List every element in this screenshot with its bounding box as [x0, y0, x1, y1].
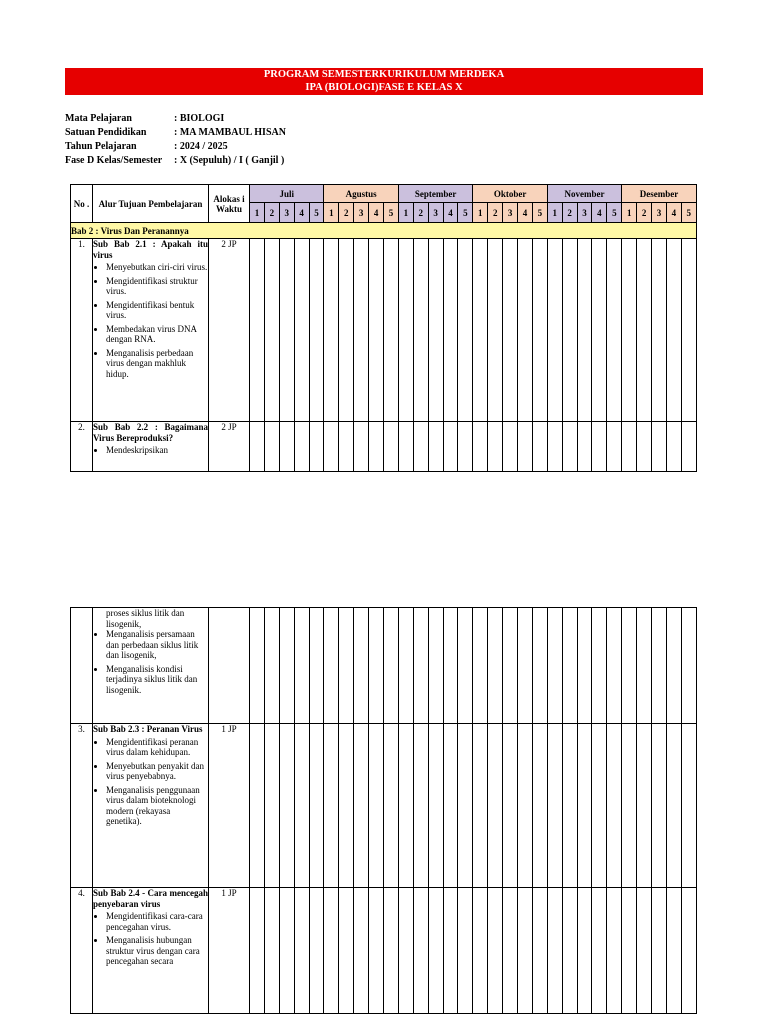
table-row	[71, 888, 697, 1014]
week-cell	[398, 422, 413, 472]
chapter-title: Bab 2 : Virus Dan Peranannya	[71, 223, 697, 239]
row-number: 2.	[71, 422, 93, 472]
week-cell	[413, 422, 428, 472]
week-cell	[413, 724, 428, 888]
meta-row	[65, 154, 286, 168]
week-cell	[607, 888, 622, 1014]
week-cell	[339, 724, 354, 888]
week-cell	[354, 239, 369, 422]
week-cell	[458, 608, 473, 724]
week-cell	[339, 608, 354, 724]
week-cell	[354, 608, 369, 724]
title-banner	[65, 68, 703, 95]
week-cell	[532, 608, 547, 724]
week-cell	[354, 724, 369, 888]
week-cell	[324, 888, 339, 1014]
objective-cell	[93, 239, 209, 422]
week-cell	[294, 724, 309, 888]
week-cell	[488, 239, 503, 422]
week-cell	[384, 608, 399, 724]
week-cell	[443, 608, 458, 724]
week-cell	[637, 239, 652, 422]
week-cell	[622, 239, 637, 422]
week-cell	[398, 239, 413, 422]
month-header: November	[547, 185, 621, 203]
header-row	[71, 185, 697, 203]
time-allocation: 2 JP	[209, 422, 250, 472]
week-cell	[369, 608, 384, 724]
table-row	[71, 239, 697, 422]
header-alur: Alur Tujuan Pembelajaran	[93, 185, 209, 223]
week-number: 1	[622, 203, 637, 223]
week-cell	[503, 422, 518, 472]
title-line-1: PROGRAM SEMESTERKURIKULUM MERDEKA	[263, 69, 505, 80]
week-cell	[294, 888, 309, 1014]
time-allocation: 2 JP	[209, 239, 250, 422]
week-cell	[443, 888, 458, 1014]
week-cell	[264, 239, 279, 422]
week-cell	[384, 239, 399, 422]
objective-list	[93, 737, 208, 827]
week-cell	[309, 239, 324, 422]
week-cell	[279, 724, 294, 888]
objective-cell	[93, 724, 209, 888]
week-cell	[443, 724, 458, 888]
week-number: 2	[562, 203, 577, 223]
objective-item: • Menganalisis kondisi terjadinya siklus litik dan lisogenik.	[106, 664, 208, 696]
week-cell	[592, 422, 607, 472]
meta-label: Satuan Pendidikan	[65, 127, 147, 138]
week-cell	[622, 422, 637, 472]
week-cell	[637, 888, 652, 1014]
week-cell	[339, 888, 354, 1014]
objective-cell	[93, 888, 209, 1014]
time-allocation: 1 JP	[209, 724, 250, 888]
week-cell	[398, 724, 413, 888]
week-cell	[250, 888, 265, 1014]
meta-row	[65, 140, 286, 154]
month-header: September	[398, 185, 472, 203]
week-number: 4	[518, 203, 533, 223]
month-header: Juli	[250, 185, 324, 203]
week-cell	[547, 422, 562, 472]
week-cell	[488, 888, 503, 1014]
week-cell	[666, 422, 681, 472]
time-allocation: 1 JP	[209, 888, 250, 1014]
objective-item: • Mengidentifikasi peranan virus dalam kehidupan.	[106, 737, 208, 758]
header-no: No .	[71, 185, 93, 223]
week-cell	[324, 724, 339, 888]
week-cell	[339, 239, 354, 422]
week-cell	[592, 608, 607, 724]
week-cell	[369, 888, 384, 1014]
row-number	[71, 608, 93, 724]
week-cell	[250, 422, 265, 472]
week-cell	[503, 608, 518, 724]
objective-item: • Mengidentifikasi bentuk virus.	[106, 300, 208, 321]
week-cell	[577, 608, 592, 724]
week-cell	[681, 888, 696, 1014]
week-cell	[458, 422, 473, 472]
week-cell	[413, 888, 428, 1014]
week-number: 3	[279, 203, 294, 223]
week-cell	[592, 724, 607, 888]
meta-row	[65, 112, 286, 126]
week-cell	[681, 724, 696, 888]
week-cell	[652, 888, 667, 1014]
week-cell	[488, 724, 503, 888]
objective-list	[93, 629, 208, 695]
week-cell	[532, 724, 547, 888]
objective-item: • Menyebutkan ciri-ciri virus.	[106, 262, 208, 273]
document-meta	[65, 112, 286, 168]
week-cell	[607, 422, 622, 472]
week-cell	[428, 422, 443, 472]
week-number: 5	[458, 203, 473, 223]
week-cell	[309, 608, 324, 724]
week-cell	[637, 608, 652, 724]
week-cell	[681, 239, 696, 422]
week-cell	[622, 888, 637, 1014]
week-cell	[666, 608, 681, 724]
week-number: 3	[503, 203, 518, 223]
week-cell	[488, 422, 503, 472]
week-cell	[443, 422, 458, 472]
meta-row	[65, 126, 286, 140]
week-cell	[562, 239, 577, 422]
week-number: 5	[532, 203, 547, 223]
week-cell	[443, 239, 458, 422]
week-cell	[473, 239, 488, 422]
week-number: 5	[309, 203, 324, 223]
objective-cell	[93, 422, 209, 472]
row-number: 4.	[71, 888, 93, 1014]
week-cell	[279, 888, 294, 1014]
objective-item: • Menganalisis persamaan dan perbedaan siklus litik dan lisogenik,	[106, 629, 208, 661]
week-cell	[547, 608, 562, 724]
week-cell	[652, 239, 667, 422]
week-cell	[339, 422, 354, 472]
week-cell	[503, 239, 518, 422]
week-cell	[681, 608, 696, 724]
week-cell	[562, 888, 577, 1014]
objective-item: • Menganalisis penggunaan virus dalam bioteknologi modern (rekayasa genetika).	[106, 785, 208, 827]
week-cell	[264, 422, 279, 472]
week-number: 3	[577, 203, 592, 223]
week-cell	[369, 422, 384, 472]
week-cell	[518, 724, 533, 888]
week-cell	[250, 239, 265, 422]
week-cell	[324, 239, 339, 422]
week-cell	[518, 239, 533, 422]
week-cell	[354, 888, 369, 1014]
week-cell	[428, 608, 443, 724]
week-cell	[398, 888, 413, 1014]
header-alokasi: Alokas i Waktu	[209, 185, 250, 223]
row-number: 1.	[71, 239, 93, 422]
week-cell	[562, 608, 577, 724]
week-cell	[279, 608, 294, 724]
week-cell	[309, 888, 324, 1014]
week-cell	[652, 724, 667, 888]
week-cell	[473, 888, 488, 1014]
objective-item: • Mengidentifikasi struktur virus.	[106, 276, 208, 297]
week-cell	[458, 888, 473, 1014]
week-number: 2	[637, 203, 652, 223]
week-cell	[532, 239, 547, 422]
week-cell	[577, 888, 592, 1014]
table-row	[71, 724, 697, 888]
objective-list	[93, 262, 208, 379]
week-cell	[354, 422, 369, 472]
week-number: 4	[369, 203, 384, 223]
week-number: 1	[547, 203, 562, 223]
week-cell	[458, 724, 473, 888]
week-number: 2	[488, 203, 503, 223]
week-cell	[503, 888, 518, 1014]
week-number: 1	[250, 203, 265, 223]
week-cell	[250, 608, 265, 724]
month-header: Agustus	[324, 185, 398, 203]
subbab-title: Sub Bab 2.1 : Apakah itu virus	[93, 239, 208, 260]
week-cell	[532, 888, 547, 1014]
objective-continued-text: proses siklus litik dan lisogenik,	[106, 608, 185, 629]
week-cell	[309, 724, 324, 888]
week-cell	[324, 422, 339, 472]
week-cell	[666, 888, 681, 1014]
week-cell	[592, 888, 607, 1014]
week-number: 4	[592, 203, 607, 223]
chapter-row	[71, 223, 697, 239]
month-header: Oktober	[473, 185, 547, 203]
meta-value: : MA MAMBAUL HISAN	[174, 127, 286, 138]
week-cell	[577, 239, 592, 422]
subbab-title: Sub Bab 2.3 : Peranan Virus	[93, 724, 203, 734]
objective-list	[93, 445, 208, 456]
week-number: 1	[398, 203, 413, 223]
week-cell	[428, 724, 443, 888]
week-number: 3	[652, 203, 667, 223]
week-cell	[592, 239, 607, 422]
week-cell	[264, 888, 279, 1014]
week-cell	[666, 239, 681, 422]
meta-value: : X (Sepuluh) / I ( Ganjil )	[174, 155, 285, 166]
title-line-2: IPA (BIOLOGI)FASE E KELAS X	[305, 82, 463, 93]
week-cell	[577, 724, 592, 888]
week-cell	[607, 608, 622, 724]
objective-item: • Menganalisis hubungan struktur virus dengan cara pencegahan secara	[106, 935, 208, 967]
week-number: 2	[264, 203, 279, 223]
schedule-table-page-1	[70, 184, 697, 472]
week-cell	[622, 724, 637, 888]
week-cell	[369, 724, 384, 888]
week-cell	[532, 422, 547, 472]
week-cell	[324, 608, 339, 724]
week-cell	[562, 724, 577, 888]
week-number: 3	[354, 203, 369, 223]
week-cell	[369, 239, 384, 422]
week-cell	[250, 724, 265, 888]
row-number: 3.	[71, 724, 93, 888]
week-cell	[518, 608, 533, 724]
week-cell	[384, 724, 399, 888]
week-cell	[413, 239, 428, 422]
week-cell	[547, 724, 562, 888]
subbab-title: Sub Bab 2.2 : Bagaimana Virus Bereproduksi?	[93, 422, 208, 443]
week-number: 2	[413, 203, 428, 223]
meta-value: : BIOLOGI	[174, 113, 225, 124]
objective-item: • Membedakan virus DNA dengan RNA.	[106, 324, 208, 345]
week-number: 1	[473, 203, 488, 223]
week-cell	[279, 239, 294, 422]
meta-label: Tahun Pelajaran	[65, 141, 137, 152]
week-number: 4	[294, 203, 309, 223]
week-cell	[473, 724, 488, 888]
week-cell	[294, 239, 309, 422]
week-cell	[309, 422, 324, 472]
week-cell	[652, 422, 667, 472]
objective-cell	[93, 608, 209, 724]
week-cell	[294, 608, 309, 724]
objective-list	[93, 911, 208, 967]
objective-item: • Mengidentifikasi cara-cara pencegahan virus.	[106, 911, 208, 932]
week-cell	[666, 724, 681, 888]
week-cell	[384, 888, 399, 1014]
week-number: 4	[443, 203, 458, 223]
week-cell	[562, 422, 577, 472]
objective-item: • Mendeskripsikan	[106, 445, 208, 456]
week-cell	[413, 608, 428, 724]
week-cell	[577, 422, 592, 472]
week-cell	[637, 422, 652, 472]
week-cell	[279, 422, 294, 472]
meta-label: Fase D Kelas/Semester	[65, 155, 163, 166]
week-cell	[681, 422, 696, 472]
week-cell	[473, 422, 488, 472]
week-cell	[294, 422, 309, 472]
schedule-table-page-2	[70, 607, 697, 1014]
week-cell	[473, 608, 488, 724]
week-cell	[428, 888, 443, 1014]
week-cell	[518, 888, 533, 1014]
week-number: 3	[428, 203, 443, 223]
week-number: 2	[339, 203, 354, 223]
week-cell	[547, 239, 562, 422]
week-cell	[398, 608, 413, 724]
week-cell	[518, 422, 533, 472]
month-header: Desember	[622, 185, 696, 203]
week-number: 1	[324, 203, 339, 223]
objective-item: • Menganalisis perbedaan virus dengan makhluk hidup.	[106, 348, 208, 380]
table-row-continued	[71, 608, 697, 724]
objective-item: • Menyebutkan penyakit dan virus penyebabnya.	[106, 761, 208, 782]
week-cell	[547, 888, 562, 1014]
time-allocation	[209, 608, 250, 724]
meta-label: Mata Pelajaran	[65, 113, 132, 124]
week-cell	[607, 239, 622, 422]
meta-value: : 2024 / 2025	[174, 141, 228, 152]
week-cell	[503, 724, 518, 888]
week-number: 4	[666, 203, 681, 223]
week-cell	[637, 724, 652, 888]
week-cell	[264, 608, 279, 724]
week-cell	[428, 239, 443, 422]
table-row	[71, 422, 697, 472]
week-number: 5	[384, 203, 399, 223]
week-cell	[458, 239, 473, 422]
week-cell	[384, 422, 399, 472]
week-number: 5	[681, 203, 696, 223]
week-cell	[264, 724, 279, 888]
week-cell	[622, 608, 637, 724]
subbab-title: Sub Bab 2.4 - Cara mencegah penyebaran virus	[93, 888, 208, 909]
week-cell	[652, 608, 667, 724]
week-cell	[607, 724, 622, 888]
week-cell	[488, 608, 503, 724]
week-number: 5	[607, 203, 622, 223]
